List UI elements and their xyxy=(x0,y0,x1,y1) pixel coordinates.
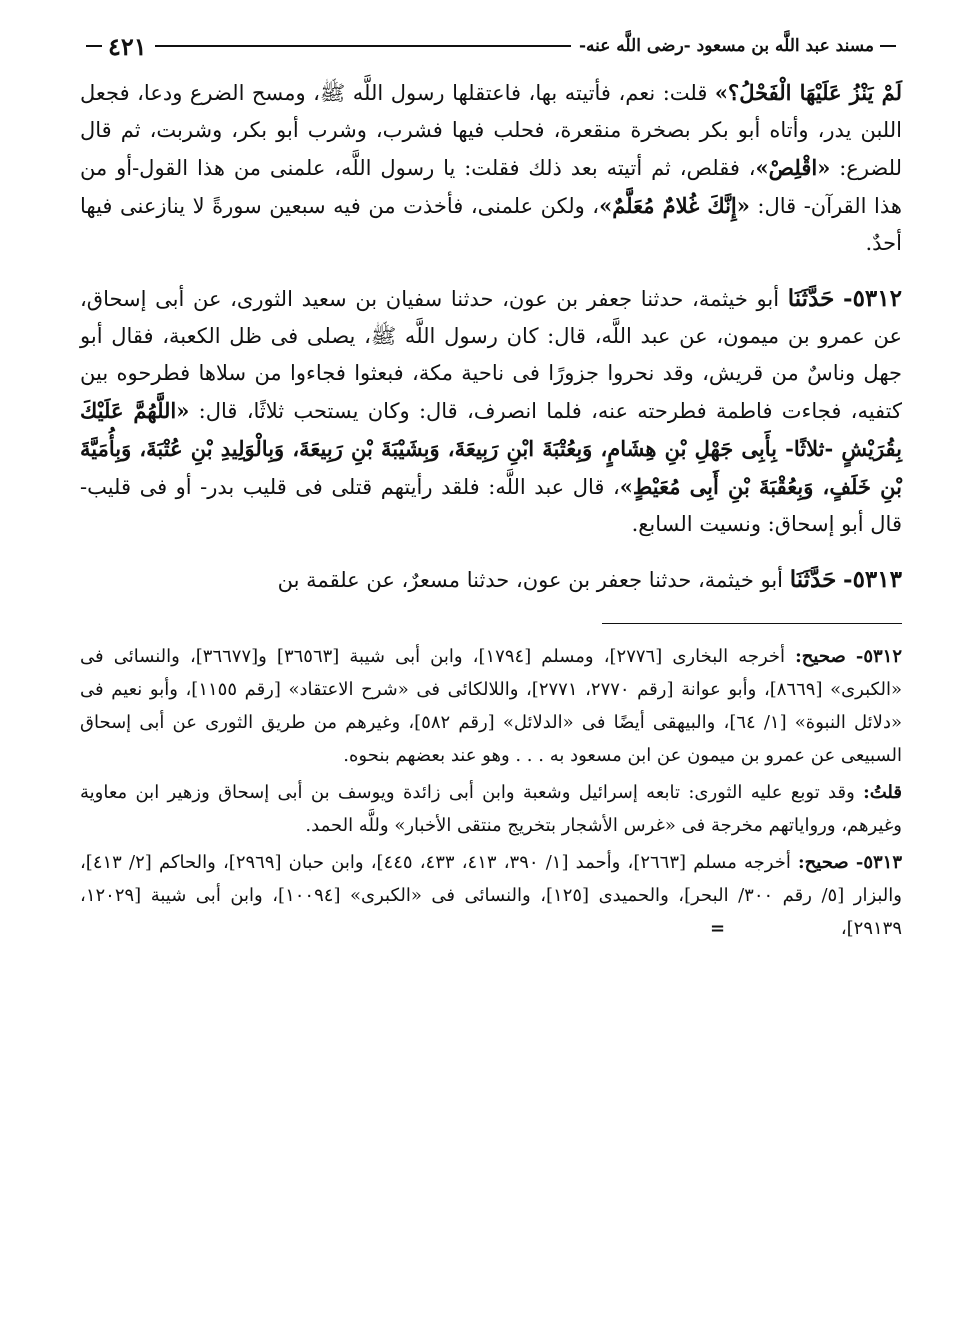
prophetic-quote: «اللَّهُمَّ عَلَيْكَ بِقُرَيْشٍ -ثلاثًا- بِأَبِى جَهْلِ بْنِ هِشَامٍ، وَبِعُتْبَةَ ابْنِ رَبِيعَةَ، وَبِشَيْبَةَ بْنِ رَبِيعَةَ، وَبِالْوَلِيدِ بْنِ عُتْبَةَ، وَبِأُمَيَّةَ بْنِ خَلَفٍ، وَبِعُقْبَةَ بْنِ أَبِى مُعَيْطٍ» xyxy=(80,398,902,499)
running-header xyxy=(80,28,902,64)
header-dash-left xyxy=(86,45,102,47)
footnote-5312 xyxy=(80,640,902,772)
hadith-number: ٥٣١٣- xyxy=(843,566,902,593)
hadith-number: ٥٣١٢- xyxy=(843,285,902,312)
paragraph-continuation xyxy=(80,74,902,262)
hadith-opening-word: حَدَّثَنَا xyxy=(787,285,835,312)
paragraph-text: ، فقلص، ثم أتيته بعد ذلك فقلت: يا رسول اللَّه، علمنى من هذا القول-أو من هذا القرآن- قال: xyxy=(80,156,902,218)
book-page xyxy=(80,28,902,945)
footnote-number: ٥٣١٢- xyxy=(855,646,902,667)
hadith-text: أبو خيثمة، حدثنا جعفر بن عون، حدثنا سفيان بن سعيد الثورى، عن أبى إسحاق، عن عمرو بن ميمون، عن عبد اللَّه، قال: كان رسول اللَّه ﷺ، يصلى فى ظل الكعبة، فقال أبو جهل وناسٌ من قريش، وقد نحروا جزورًا فى ناحية مكة، فبعثوا فجاءوا من سلاها فطرحوه بين كتفيه، فجاءت فاطمة فطرحته عنه، فلما انصرف، قال: وكان يستحب ثلاثًا، قال: xyxy=(80,287,903,423)
footnote-text: أخرجه البخارى [٢٧٧٦]، ومسلم [١٧٩٤]، وابن أبى شيبة [٣٦٥٦٣] و[٣٦٦٧٧]، والنسائى فى «الكبرى» [٨٦٦٩]، وأبو عوانة [رقم ٢٧٧٠، ٢٧٧١]، واللالكائى فى «شرح الاعتقاد» [رقم ١١٥٥]، وأبو نعيم فى «دلائل النبوة» [١/ ٦٤]، والبيهقى أيضًا فى «الدلائل» [رقم ٥٨٢]، وغيرهم من طريق الثورى عن أبى إسحاق السبيعى عن عمرو بن ميمون عن ابن مسعود به . . . وهو عند بعضهم بنحوه. xyxy=(80,646,902,766)
footnote-5313 xyxy=(80,846,902,945)
hadith-5312 xyxy=(80,280,902,543)
footnote-separator xyxy=(602,623,902,624)
footnote-text: وقد توبع عليه الثورى: تابعه إسرائيل وشعبة وابن أبى زائدة ويوسف بن أبى إسحاق وزهير ابن معاوية وغيرهم، ورواياتهم مخرجة فى «غرس الأشجار بتخريج منتقى الأخبار» وللَّه الحمد. xyxy=(80,782,902,836)
grading-label: صحيح: xyxy=(795,646,846,667)
header-title: مسند عبد اللَّه بن مسعود -رضى اللَّه عنه- xyxy=(578,36,874,56)
footnotes xyxy=(80,640,902,945)
footnote-number: ٥٣١٣- xyxy=(855,852,902,873)
prophetic-quote: «إِنَّكَ غُلامٌ مُعَلَّمٌ» xyxy=(599,193,750,218)
header-dash-right xyxy=(880,45,896,47)
prophetic-quote: لَمْ يَنْزُ عَلَيْهَا الْفَحْلُ؟» xyxy=(714,80,902,105)
header-rule xyxy=(155,45,571,47)
hadith-opening-word: حَدَّثَنَا xyxy=(789,566,837,593)
paragraph-text: ، ولكن علمنى، فأخذت من فيه سبعين سورةً لا ينازعنى فيها أحدٌ. xyxy=(80,194,902,255)
continuation-mark: = xyxy=(709,918,726,939)
footnote-comment xyxy=(80,776,902,842)
page-number: ٤٢١ xyxy=(108,31,147,61)
main-text xyxy=(80,74,902,599)
hadith-text: أبو خيثمة، حدثنا جعفر بن عون، حدثنا مسعرٌ، عن علقمة بن xyxy=(277,568,790,592)
prophetic-quote: «اقْلِصْ» xyxy=(755,155,831,180)
grading-label: صحيح: xyxy=(798,852,849,873)
comment-label: قلتُ: xyxy=(863,782,902,803)
hadith-5313 xyxy=(80,561,902,599)
paragraph-text: قلت: نعم، فأتيته بها، فاعتقلها رسول اللَّه ﷺ، ومسح الضرع ودعا، فجعل اللبن يدر، وأتاه أبو بكر بصخرة منقعرة، فحلب فيها فشرب، وشرب أبو بكر، وشربت، ثم قال للضرع: xyxy=(80,81,902,180)
hadith-text: ، قال عبد اللَّه: فلقد رأيتهم قتلى فى قليب بدر- أو فى قليب- قال أبو إسحاق: ونسيت السابع. xyxy=(80,475,902,536)
footnote-text: أخرجه مسلم [٢٦٦٣]، وأحمد [١/ ٣٩٠، ٤١٣، ٤٣٣، ٤٤٥]، وابن حبان [٢٩٦٩]، والحاكم [٢/ ٤١٣]، والبزار [٥/ رقم ٣٠٠/ البحر]، والحميدى [١٢٥]، والنسائى فى «الكبرى» [١٠٠٩٤]، وابن أبى شيبة [١٢٠٢٩، ٢٩١٣٩]، xyxy=(80,852,902,939)
